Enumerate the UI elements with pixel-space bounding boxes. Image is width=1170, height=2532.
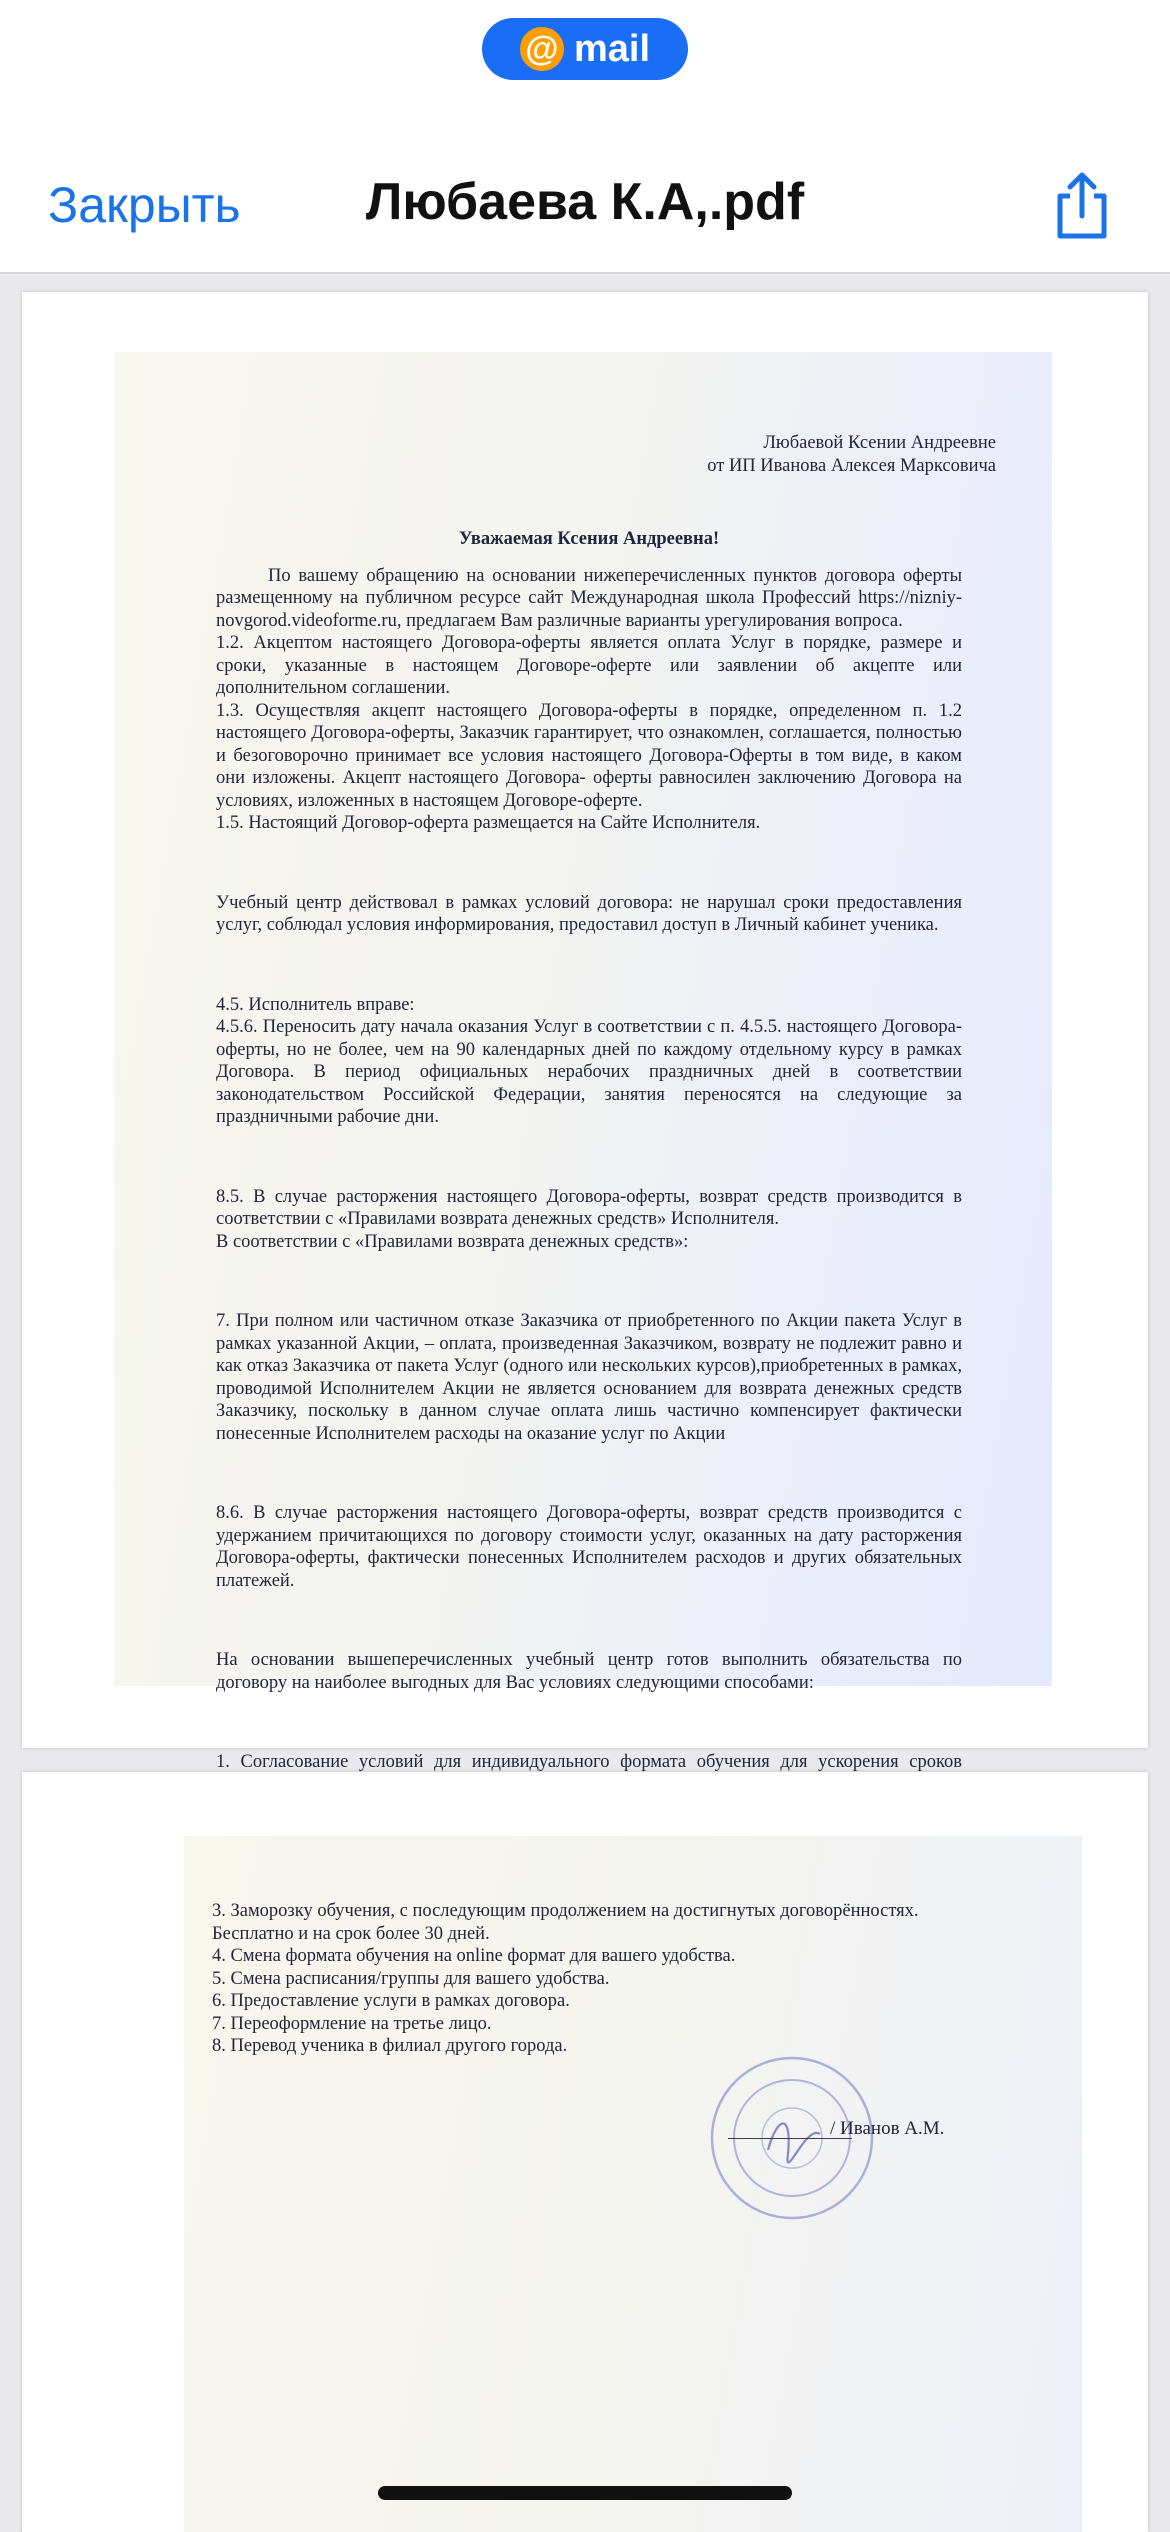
option-item: 4. Смена формата обучения на online формат для вашего удобства. xyxy=(212,1946,736,1966)
letter-paragraph: 4.5. Исполнитель вправе: xyxy=(216,994,415,1015)
pdf-page-1[interactable] xyxy=(22,292,1148,1772)
paragraph-gap xyxy=(216,1272,962,1292)
share-icon xyxy=(1050,170,1114,242)
signature-name: / Иванов А.М. xyxy=(830,2118,945,2139)
letter-greeting: Уважаемая Ксения Андреевна! xyxy=(458,529,720,549)
paragraph-gap xyxy=(216,1464,962,1484)
letter-paragraph: Учебный центр действовал в рамках условий договора: не нарушал сроки предоставления услуг, соблюдал условия информирования, предоставил доступ в Личный кабинет ученика. xyxy=(216,892,962,935)
share-button[interactable] xyxy=(1050,170,1114,242)
paragraph-gap xyxy=(216,1713,962,1733)
letter-paragraph: По вашему обращению на основании нижеперечисленных пунктов договора оферты размещенному на публичном ресурсе сайт Международная школа Профессий https://nizniy-novgorod.videoforme.ru, предлагаем Вам различные варианты урегулирования вопроса. xyxy=(216,565,962,631)
letter-body xyxy=(216,528,962,1841)
option-item: 6. Предоставление услуги в рамках договора. xyxy=(212,1991,570,2011)
home-indicator[interactable] xyxy=(378,2486,792,2500)
letter-paragraph: 1.2. Акцептом настоящего Договора-оферты является оплата Услуг в порядке, размере и сроки, указанные в настоящем Договоре-оферте или заявлении об акцепте или дополнительном соглашении. xyxy=(216,633,962,698)
letter-paragraph: 1.5. Настоящий Договор-оферта размещается на Сайте Исполнителя. xyxy=(216,813,761,833)
letter-paragraph: На основании вышеперечисленных учебный центр готов выполнить обязательства по договору на наиболее выгодных для Вас условиях следующими способами: xyxy=(216,1650,962,1693)
address-line-1: Любаевой Ксении Андреевне xyxy=(763,433,996,453)
letter-paragraph: 1.3. Осуществляя акцепт настоящего Договора-оферты в порядке, определенном п. 1.2 настоящего Договора-оферты, Заказчик гарантирует, что ознакомлен, соглашается, полностью и безоговорочно принимает все условия настоящего Договора-Оферты в том виде, в каком они изложены. Акцепт настоящего Договора- оферты равносилен заключению Договора на условиях, изложенных в настоящем Договоре-оферте. xyxy=(216,700,962,811)
option-item: 3. Заморозку обучения, с последующим продолжением на достигнутых договорённостях. Бесплатно и на срок более 30 дней. xyxy=(212,1901,919,1944)
letter-paragraph: В соответствии с «Правилами возврата денежных средств»: xyxy=(216,1231,689,1252)
paragraph-gap xyxy=(216,853,962,873)
mail-pill-label: mail xyxy=(573,27,651,70)
top-bar xyxy=(0,0,1170,274)
address-line-2: от ИП Иванова Алексея Марксовича xyxy=(707,455,996,476)
letter-paragraph: 8.5. В случае расторжения настоящего Договора-оферты, возврат средств производится в соответствии с «Правилами возврата денежных средств» Исполнителя. xyxy=(216,1186,962,1229)
option-item: 7. Переоформление на третье лицо. xyxy=(212,2013,492,2034)
paragraph-gap xyxy=(216,955,962,975)
option-item: 5. Смена расписания/группы для вашего удобства. xyxy=(212,1968,610,1989)
letter-paragraph: 4.5.6. Переносить дату начала оказания Услуг в соответствии с п. 4.5.5. настоящего Договора-оферты, но не более, чем на 90 календарных дней по каждому отдельному курсу в рамках Договора. В период официальных нерабочих праздничных дней в соответствии законодательством Российской Федерации, занятия переносятся на следующие за праздничными рабочие дни. xyxy=(216,1017,962,1127)
paragraph-gap xyxy=(216,1611,962,1631)
close-button[interactable]: Закрыть xyxy=(48,177,241,233)
document-title: Любаева К.А,.pdf xyxy=(365,173,805,231)
option-item: 8. Перевод ученика в филиал другого города. xyxy=(212,2036,568,2056)
back-to-mail-pill[interactable] xyxy=(482,18,688,80)
letter-paragraph: 7. При полном или частичном отказе Заказчика от приобретенного по Акции пакета Услуг в рамках указанной Акции, – оплата, произведенная Заказчиком, возврату не подлежит равно и как отказ Заказчика от пакета Услуг (одного или нескольких курсов),приобретенных в рамках, проводимой Исполнителем Акции не является основанием для возврата денежных средств Заказчику, поскольку в данном случае оплата лишь частично компенсирует фактически понесенные Исполнителем расходы на оказание услуг по Акции xyxy=(216,1311,962,1444)
letter-paragraph: 1. Согласование условий для индивидуального формата обучения для ускорения сроков xyxy=(216,1752,962,1772)
pdf-page-2[interactable] xyxy=(22,1772,1148,2532)
options-list xyxy=(212,1900,972,2058)
mail-at-icon: @ xyxy=(520,27,564,71)
paragraph-gap xyxy=(216,1147,962,1167)
letter-paragraphs xyxy=(216,565,962,1842)
letter-paragraph: 8.6. В случае расторжения настоящего Договора-оферты, возврат средств производится с удержанием причитающихся по договору стоимости услуг, оказанных на дату расторжения Договора-оферты, фактически понесенных Исполнителем расходов и других обязательных платежей. xyxy=(216,1503,962,1591)
recipient-address xyxy=(582,432,996,477)
